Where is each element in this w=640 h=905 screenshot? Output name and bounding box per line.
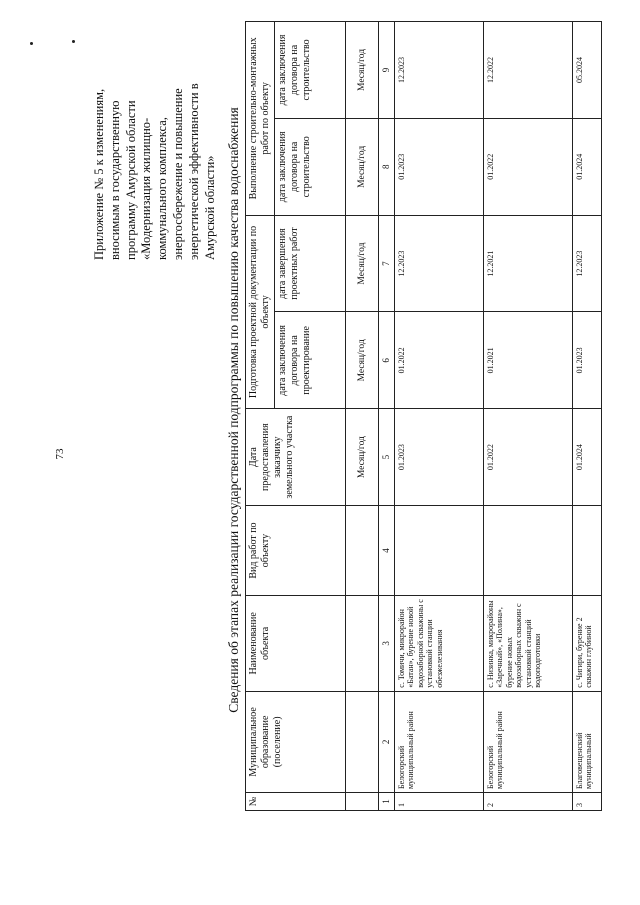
design-contract-cell: 01.2021: [483, 312, 572, 409]
design-complete-cell: 12.2023: [572, 215, 601, 312]
header-row: [246, 22, 275, 811]
column-number: 2: [379, 691, 395, 792]
header-work-type: Вид работ по объекту: [246, 506, 346, 596]
unit-cell: Месяц/год: [346, 409, 379, 506]
work-type-cell: [483, 506, 572, 596]
document-title: Сведения об этапах реализации государственной подпрограммы по повышению качества водоснабжения: [226, 107, 241, 713]
land-date-cell: 01.2024: [572, 409, 601, 506]
header-no: №: [246, 793, 346, 811]
units-row: [346, 22, 379, 811]
construction-contract-cell: 01.2022: [483, 118, 572, 215]
unit-empty: [346, 506, 379, 596]
column-number: 9: [379, 22, 395, 119]
appendix-note: [92, 60, 218, 260]
appendix-line: Приложение № 5 к изменениям,: [92, 88, 106, 260]
header-design-complete: дата завершения проектных работ: [275, 215, 346, 312]
appendix-line: программу Амурской области: [123, 100, 138, 260]
municipality-cell: Белогорский муниципальный район: [394, 691, 483, 792]
column-number: 6: [379, 312, 395, 409]
row-number: 3: [572, 793, 601, 811]
header-object-name: Наименование объекта: [246, 596, 346, 692]
design-contract-cell: 01.2023: [572, 312, 601, 409]
column-number: 8: [379, 118, 395, 215]
appendix-line: коммунального комплекса,: [155, 117, 170, 260]
unit-empty: [346, 793, 379, 811]
page-number: 73: [54, 448, 66, 460]
header-construction-group: Выполнение строительно-монтажных работ по объекту: [246, 22, 275, 216]
appendix-line: Амурской области»: [202, 155, 217, 260]
column-numbers-row: [379, 22, 395, 811]
appendix-line: энергосбережение и повышение: [170, 88, 185, 260]
appendix-line: вносимым в государственную: [107, 100, 122, 260]
stages-table: [245, 21, 602, 811]
construction-contract-cell: 01.2024: [572, 118, 601, 215]
column-number: 5: [379, 409, 395, 506]
appendix-line: «Модернизация жилищно-: [139, 117, 154, 260]
appendix-line: энергетической эффективности в: [186, 83, 201, 260]
design-contract-cell: 01.2022: [394, 312, 483, 409]
land-date-cell: 01.2022: [483, 409, 572, 506]
land-date-cell: 01.2023: [394, 409, 483, 506]
unit-cell: Месяц/год: [346, 215, 379, 312]
unit-empty: [346, 596, 379, 692]
construction-contract-2-cell: 12.2022: [483, 22, 572, 119]
header-municipality: Муниципальное образование (поселение): [246, 691, 346, 792]
table-row: [394, 22, 483, 811]
work-type-cell: [394, 506, 483, 596]
header-design-group: Подготовка проектной документации по объекту: [246, 215, 275, 409]
design-complete-cell: 12.2023: [394, 215, 483, 312]
object-name-cell: с. Низинка, микрорайоны «Заречный», «Полина», бурение новых водозаборных скважин с установкой станций водоподготовки: [483, 596, 572, 692]
unit-cell: Месяц/год: [346, 22, 379, 119]
municipality-cell: Благовещенский муниципальный: [572, 691, 601, 792]
row-number: 1: [394, 793, 483, 811]
row-number: 2: [483, 793, 572, 811]
header-land-date: Дата предоставления заказчику земельного участка: [246, 409, 346, 506]
object-name-cell: с. Томичи, микрорайон «Батан», бурение новой водозаборной скважины с установкой станции обезжелезивания: [394, 596, 483, 692]
object-name-cell: с. Чигири, бурение 2 скважин глубиной: [572, 596, 601, 692]
table-row: [483, 22, 572, 811]
construction-contract-2-cell: 12.2023: [394, 22, 483, 119]
header-construction-contract: дата заключения договора на строительство: [275, 118, 346, 215]
column-number: 4: [379, 506, 395, 596]
work-type-cell: [572, 506, 601, 596]
column-number: 7: [379, 215, 395, 312]
header-design-contract: дата заключения договора на проектирование: [275, 312, 346, 409]
column-number: 3: [379, 596, 395, 692]
construction-contract-2-cell: 05.2024: [572, 22, 601, 119]
municipality-cell: Белогорский муниципальный район: [483, 691, 572, 792]
unit-empty: [346, 691, 379, 792]
unit-cell: Месяц/год: [346, 118, 379, 215]
design-complete-cell: 12.2021: [483, 215, 572, 312]
unit-cell: Месяц/год: [346, 312, 379, 409]
construction-contract-cell: 01.2023: [394, 118, 483, 215]
table-row: [572, 22, 601, 811]
header-construction-contract-2: дата заключения договора на строительство: [275, 22, 346, 119]
column-number: 1: [379, 793, 395, 811]
